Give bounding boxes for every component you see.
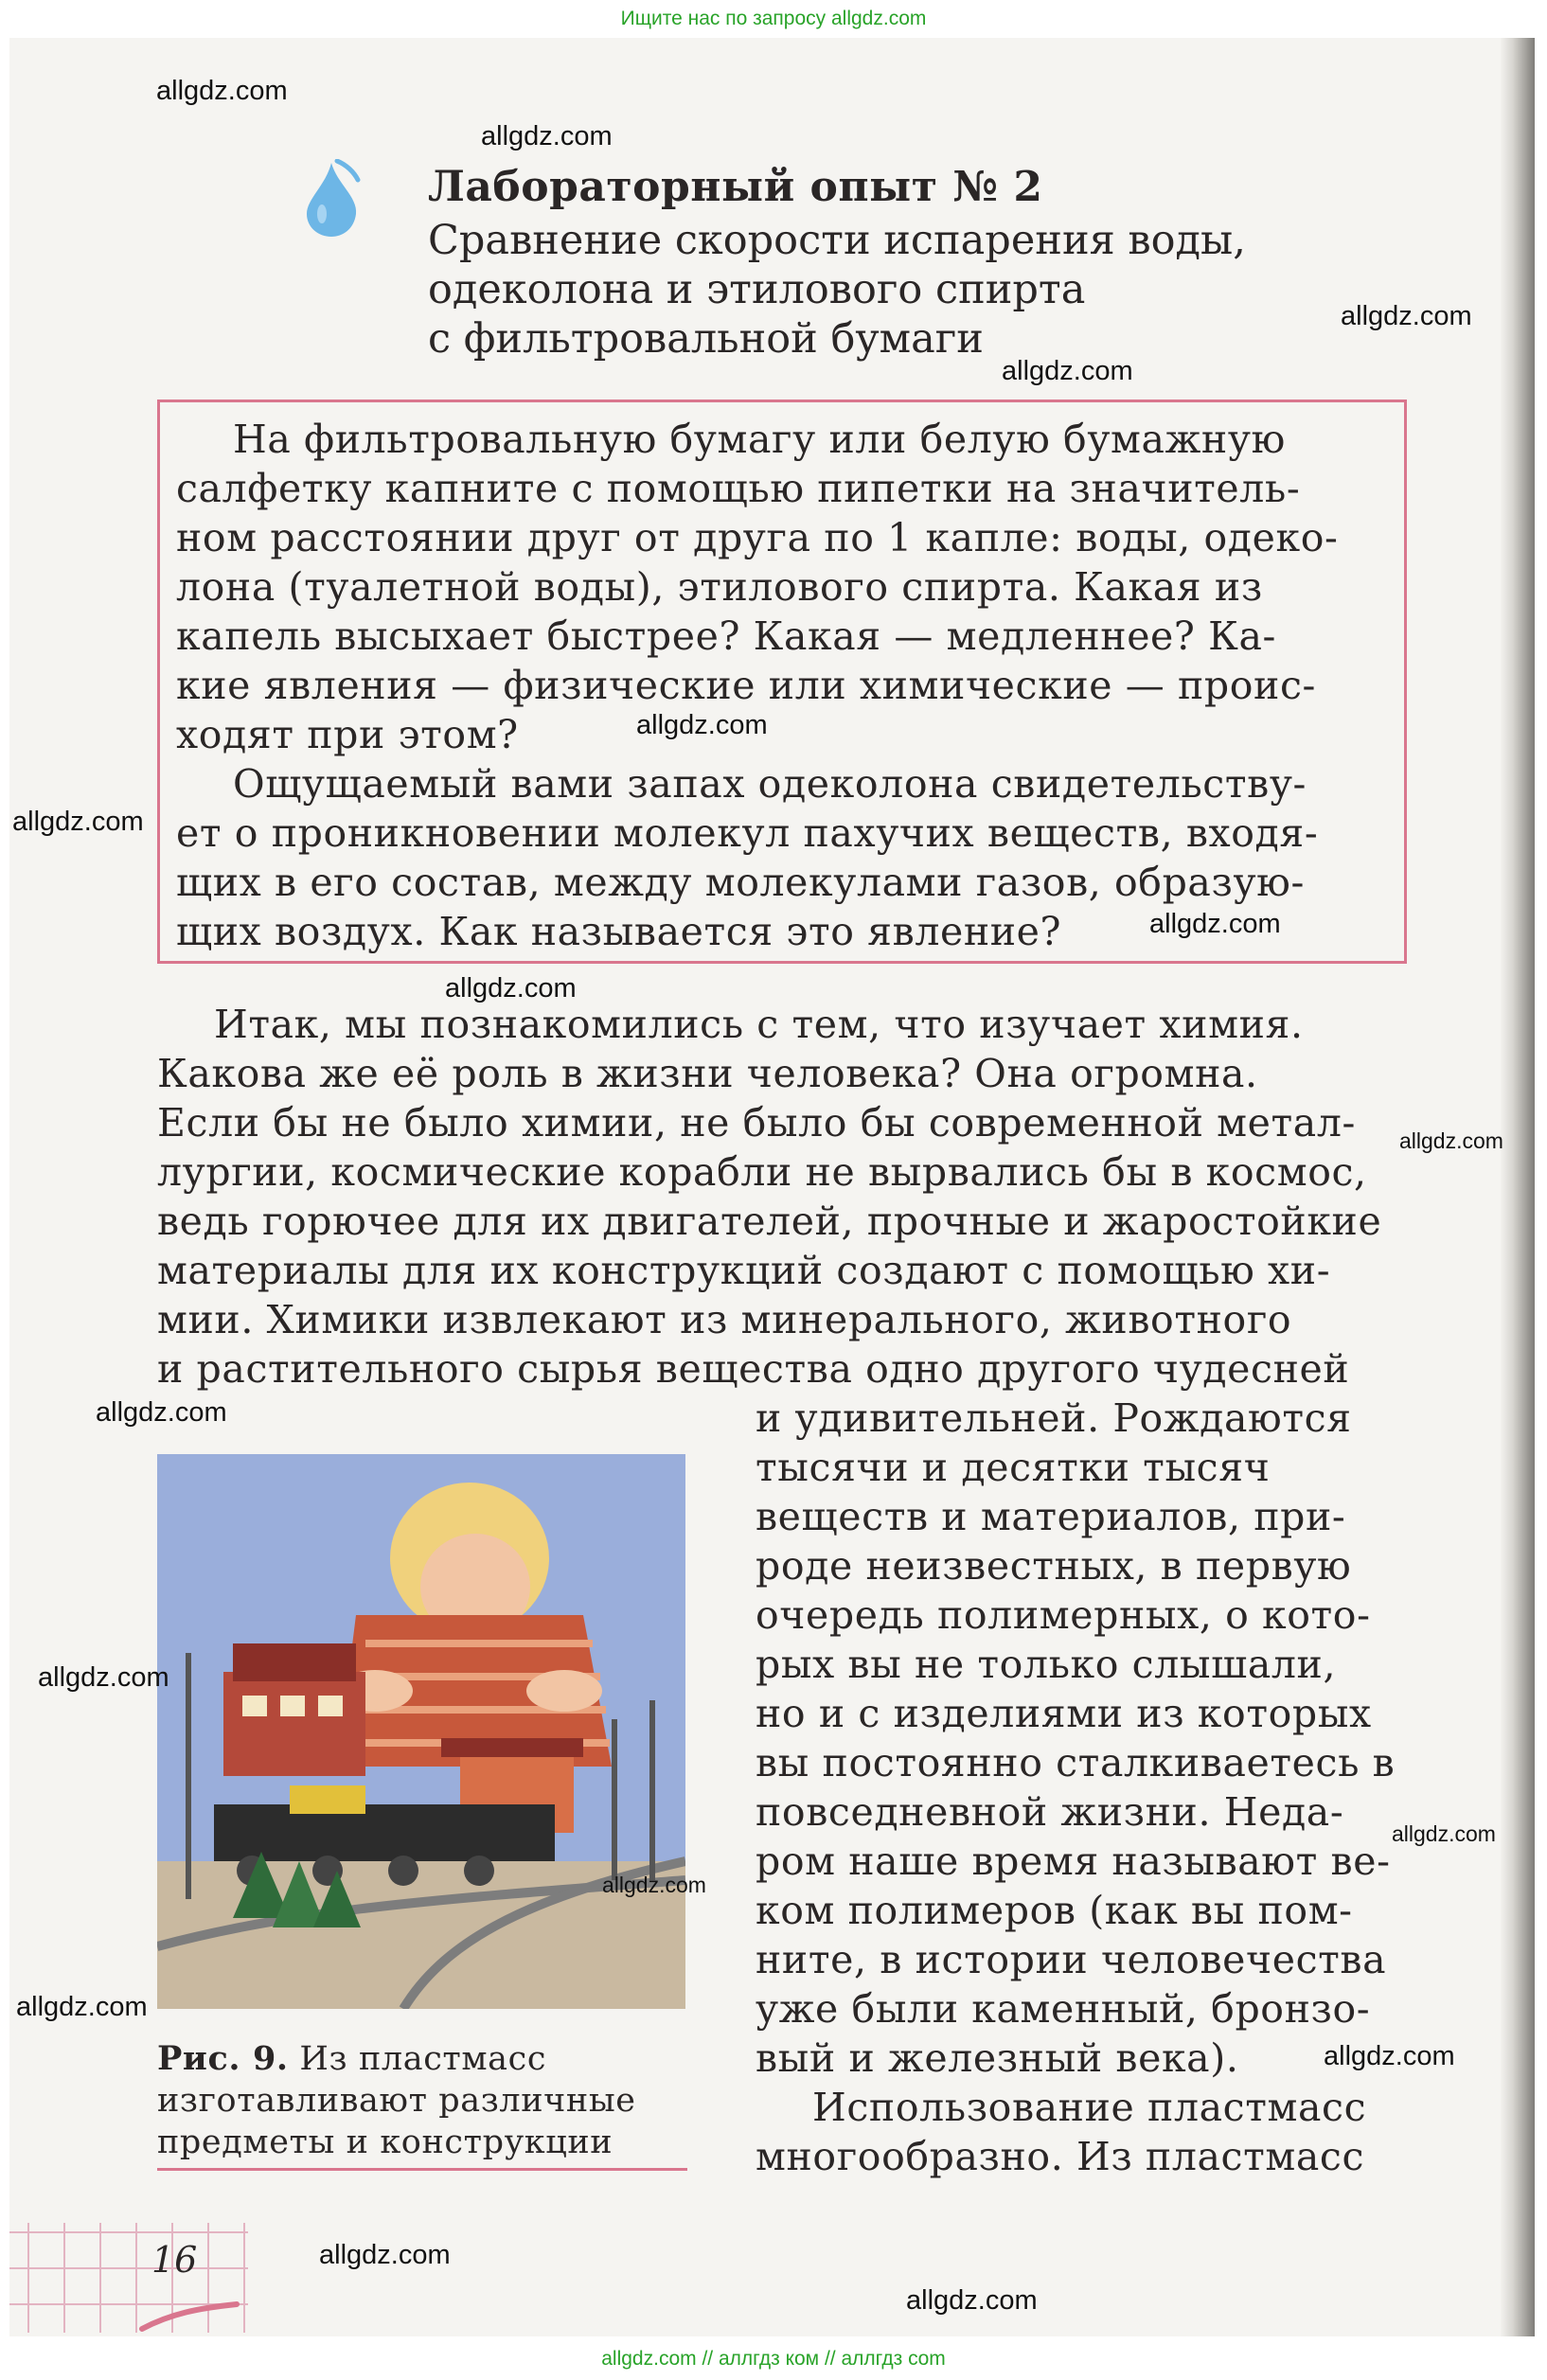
figure-photo (157, 1454, 685, 2009)
lab-box-line: салфетку капните с помощью пипетки на значитель- (176, 466, 1301, 511)
column-line: уже были каменный, бронзо- (756, 1986, 1371, 2032)
column-line: тысячи и десятки тысяч (756, 1445, 1271, 1490)
watermark: allgdz.com (1002, 356, 1133, 386)
watermark: allgdz.com (481, 121, 613, 151)
watermark: allgdz.com (1149, 909, 1281, 939)
body-line: и растительного сырья вещества одно другого чудесней (157, 1346, 1350, 1392)
top-banner[interactable]: Ищите нас по запросу allgdz.com (620, 8, 927, 29)
lab-box-line: ходят при этом? (176, 712, 519, 757)
column-line: повседневной жизни. Неда- (756, 1789, 1344, 1835)
lab-subtitle (428, 216, 1375, 364)
body-line: мии. Химики извлекают из минерального, животного (157, 1297, 1292, 1342)
drop-icon (301, 159, 362, 239)
watermark: allgdz.com (12, 807, 144, 837)
lab-title: Лабораторный опыт № 2 (428, 163, 1043, 211)
column-line: ром наше время называют ве- (756, 1838, 1391, 1884)
lab-box-line: лона (туалетной воды), этилового спирта. Какая из (176, 564, 1263, 610)
watermark: allgdz.com (1341, 301, 1472, 331)
caption-line: предметы и конструкции (157, 2123, 613, 2161)
lab-box-line: Ощущаемый вами запах одеколона свидетельству- (233, 761, 1307, 807)
figure-caption (157, 2038, 687, 2163)
watermark: allgdz.com (602, 1873, 706, 1897)
watermark: allgdz.com (156, 76, 288, 106)
body-line: лургии, космические корабли не вырвались бы в космос, (157, 1149, 1367, 1195)
watermark: allgdz.com (319, 2240, 451, 2270)
caption-line: изготавливают различные (157, 2082, 636, 2120)
watermark: allgdz.com (1392, 1821, 1496, 1846)
lab-box-line: ет о проникновении молекул пахучих веществ, входя- (176, 810, 1319, 856)
watermark: allgdz.com (1324, 2041, 1455, 2071)
watermark: allgdz.com (16, 1992, 148, 2022)
lab-box-line: капель высыхает быстрее? Какая — медленнее? Ка- (176, 613, 1276, 659)
column-line: и удивительней. Рождаются (756, 1395, 1352, 1441)
watermark: allgdz.com (96, 1397, 227, 1428)
caption-text: Из пластмасс (288, 2040, 547, 2078)
figure-label: Рис. 9. (157, 2039, 289, 2078)
column-line: роде неизвестных, в первую (756, 1543, 1352, 1589)
column-line: ком полимеров (как вы пом- (756, 1888, 1353, 1933)
column-line: веществ и материалов, при- (756, 1494, 1346, 1539)
caption-line (157, 2038, 687, 2080)
lab-subtitle-line: с фильтровальной бумаги (428, 315, 984, 363)
column-line: рых вы не только слышали, (756, 1642, 1337, 1687)
watermark: allgdz.com (445, 973, 577, 1004)
column-line: очередь полимерных, о кото- (756, 1592, 1371, 1638)
watermark: allgdz.com (1399, 1128, 1503, 1153)
column-line: но и с изделиями из которых (756, 1691, 1372, 1736)
column-line: ните, в истории человечества (756, 1937, 1387, 1982)
watermark: allgdz.com (906, 2285, 1038, 2316)
lab-box-line: На фильтровальную бумагу или белую бумажную (233, 417, 1286, 462)
lab-subtitle-line: Сравнение скорости испарения воды, (428, 217, 1246, 264)
lab-subtitle-line: одеколона и этилового спирта (428, 266, 1086, 313)
lab-box-line: ном расстоянии друг от друга по 1 капле: воды, одеко- (176, 515, 1339, 560)
lab-box-line: щих в его состав, между молекулами газов, образую- (176, 860, 1305, 905)
body-line: ведь горючее для их двигателей, прочные и жаростойкие (157, 1199, 1382, 1244)
body-line: материалы для их конструкций создают с помощью хи- (157, 1248, 1331, 1293)
page-number: 16 (151, 2239, 198, 2281)
watermark: allgdz.com (38, 1662, 169, 1693)
body-line: Итак, мы познакомились с тем, что изучает химия. (214, 1002, 1304, 1047)
body-line: Если бы не было химии, не было бы современной метал- (157, 1100, 1356, 1146)
bottom-banner[interactable]: allgdz.com // аллгдз ком // аллгдз com (601, 2348, 946, 2370)
page-edge-shadow (1501, 38, 1535, 2336)
column-line: многообразно. Из пластмасс (756, 2134, 1365, 2179)
column-line: вый и железный века). (756, 2035, 1239, 2081)
page-corner-grid (9, 2223, 248, 2333)
watermark: allgdz.com (636, 710, 768, 740)
lab-box-line: щих воздух. Как называется это явление? (176, 909, 1062, 954)
column-line: вы постоянно сталкиваетесь в (756, 1740, 1396, 1785)
lego-scene-illustration (157, 1454, 685, 2009)
lab-box-line: кие явления — физические или химические — проис- (176, 663, 1316, 708)
caption-underline (157, 2168, 687, 2171)
column-line: Использование пластмасс (812, 2085, 1367, 2130)
body-line: Какова же её роль в жизни человека? Она огромна. (157, 1051, 1258, 1096)
